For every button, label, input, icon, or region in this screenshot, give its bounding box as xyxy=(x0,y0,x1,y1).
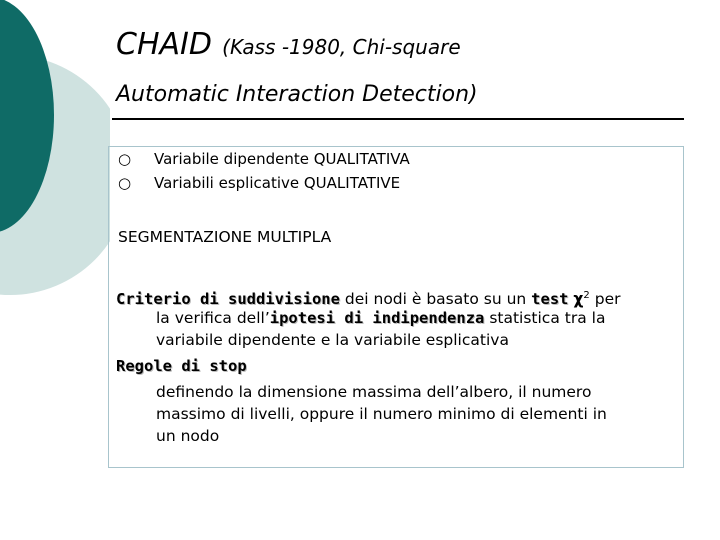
regole-line2: massimo di livelli, oppure il numero minimo di elementi in xyxy=(156,405,607,423)
circle-bullet-icon: ○ xyxy=(118,174,132,192)
regole-line3: un nodo xyxy=(156,427,220,445)
criterio-line1: Criterio di suddivisione dei nodi è basato su un test $\chi^2$ per xyxy=(116,290,621,309)
bullet-item: ○ Variabile dipendente QUALITATIVA xyxy=(118,150,410,168)
slide-title: CHAID (Kass -1980, Chi-square Automatic Interaction Detection) xyxy=(116,27,478,107)
regole-line1: definendo la dimensione massima dell’albero, il numero xyxy=(156,383,592,401)
criterio-line3: variabile dipendente e la variabile esplicativa xyxy=(156,331,509,349)
circle-bullet-icon: ○ xyxy=(118,150,132,168)
decorative-circles xyxy=(0,0,110,300)
title-divider xyxy=(112,118,684,120)
criterio-line2: la verifica dell’ipotesi di indipendenza statistica tra la xyxy=(156,309,606,327)
bullet-item: ○ Variabili esplicative QUALITATIVE xyxy=(118,174,401,192)
segmentation-heading: SEGMENTAZIONE MULTIPLA xyxy=(118,228,332,246)
regole-label: Regole di stop xyxy=(116,357,247,375)
criterio-label: Criterio di suddivisione xyxy=(116,290,340,309)
